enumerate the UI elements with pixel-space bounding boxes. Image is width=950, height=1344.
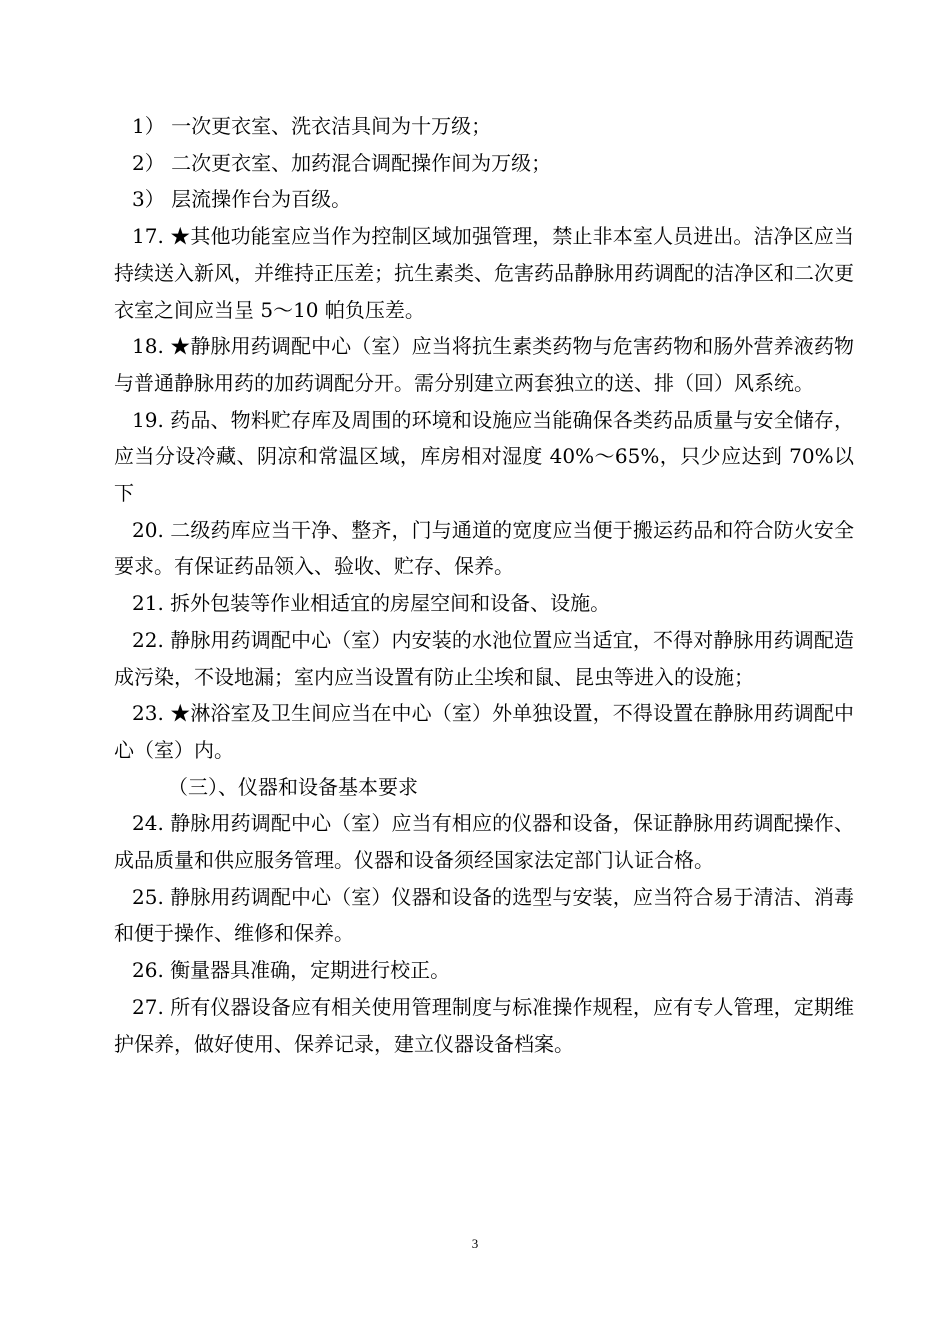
paragraph-sub-1: 1） 一次更衣室、洗衣洁具间为十万级； <box>132 114 492 138</box>
paragraph-item-24: 24. 静脉用药调配中心（室）应当有相应的仪器和设备，保证静脉用药调配操作、成品质量和供应服务管理。仪器和设备须经国家法定部门认证合格。 <box>114 811 854 873</box>
paragraph-item-20: 20. 二级药库应当干净、整齐，门与通道的宽度应当便于搬运药品和符合防火安全要求。有保证药品领入、验收、贮存、保养。 <box>114 517 854 579</box>
page-number: 3 <box>471 1236 479 1251</box>
paragraph-item-18: 18. ★静脉用药调配中心（室）应当将抗生素类药物与危害药物和肠外营养液药物与普通静脉用药的加药调配分开。需分别建立两套独立的送、排（回）风系统。 <box>114 334 854 395</box>
section-heading: （三）、仪器和设备基本要求 <box>168 774 418 799</box>
paragraph-item-21: 21. 拆外包装等作业相适宜的房屋空间和设备、设施。 <box>132 591 611 616</box>
paragraph-item-17: 17. ★其他功能室应当作为控制区域加强管理，禁止非本室人员进出。洁净区应当持续送入新风，并维持正压差；抗生素类、危害药品静脉用药调配的洁净区和二次更衣室之间应当呈 5～10 帕负压差。 <box>114 224 854 322</box>
paragraph-item-25: 25. 静脉用药调配中心（室）仪器和设备的选型与安装，应当符合易于清洁、消毒和便于操作、维修和保养。 <box>114 884 854 946</box>
paragraph-item-27: 27. 所有仪器设备应有相关使用管理制度与标准操作规程，应有专人管理，定期维护保养，做好使用、保养记录，建立仪器设备档案。 <box>114 994 854 1056</box>
paragraph-sub-3: 3） 层流操作台为百级。 <box>132 187 352 212</box>
paragraph-item-23: 23. ★淋浴室及卫生间应当在中心（室）外单独设置，不得设置在静脉用药调配中心（室）内。 <box>114 701 854 762</box>
paragraph-sub-2: 2） 二次更衣室、加药混合调配操作间为万级； <box>132 150 552 175</box>
paragraph-item-22: 22. 静脉用药调配中心（室）内安装的水池位置应当适宜，不得对静脉用药调配造成污染，不设地漏；室内应当设置有防止尘埃和鼠、昆虫等进入的设施； <box>114 627 854 689</box>
paragraph-item-19: 19. 药品、物料贮存库及周围的环境和设施应当能确保各类药品质量与安全储存，应当分设冷藏、阴凉和常温区域，库房相对湿度 40%～65%，只少应达到 70%以下 <box>114 407 854 506</box>
paragraph-item-26: 26. 衡量器具准确，定期进行校正。 <box>132 958 451 983</box>
document-body <box>114 108 854 1062</box>
